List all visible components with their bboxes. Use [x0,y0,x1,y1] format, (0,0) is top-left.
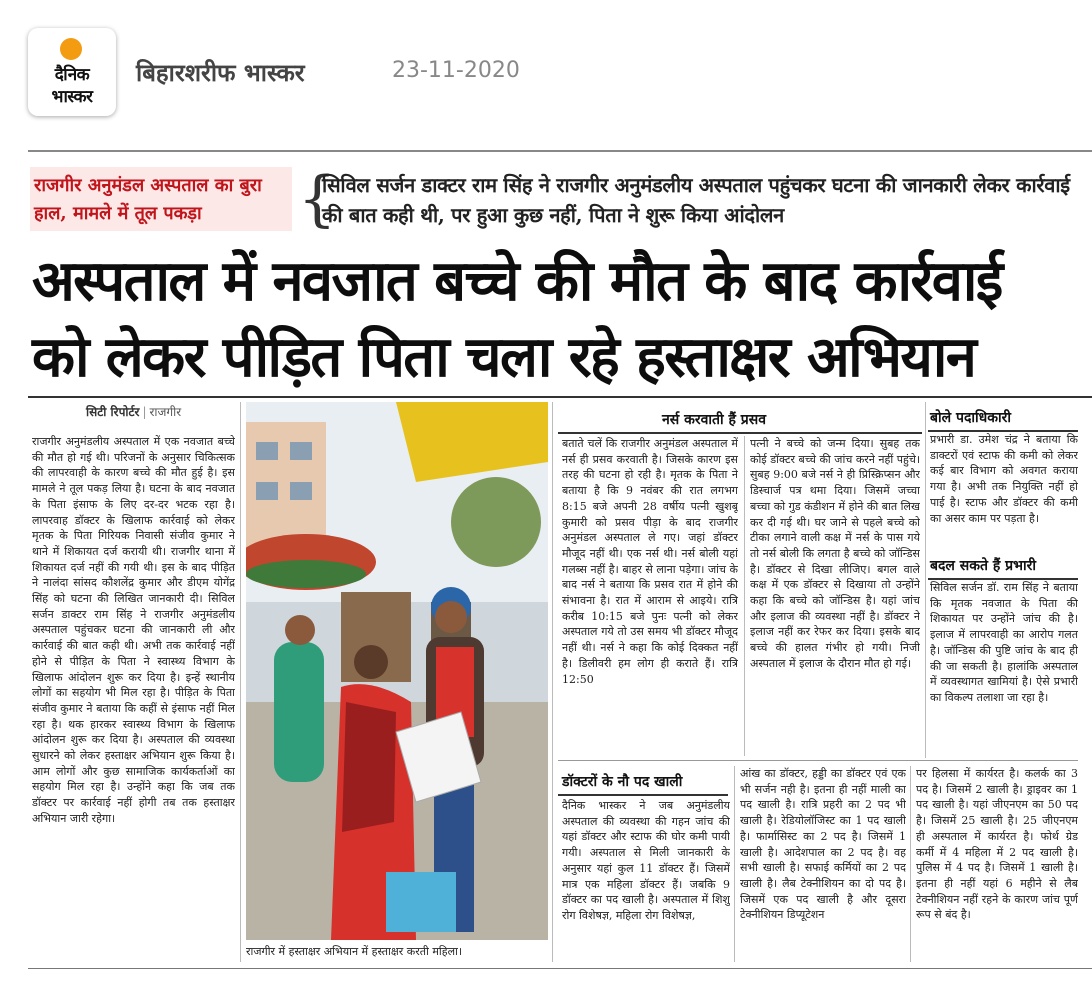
nurse-section-col1: बताते चलें कि राजगीर अनुमंडल अस्पताल में नर्स ही प्रसव करवाती है। जिसके कारण इस तरह की घटना हो रही है। मृतक के पिता ने बताया है कि 9 नवंबर की रात लगभग 8:15 बजे अपनी 28 वर्षीय पत्नी खुशबू कुमारी को प्रसव पीड़ा के बाद राजगीर अनुमंडल अस्पताल ले गए। जहां डॉक्टर मौजूद नहीं थी। एक नर्स थी। नर्स बोली यहां गलब्स नहीं है। बाहर से लाना पड़ेगा। जांच के बाद नर्स ने बताया कि प्रसव रात में होने की संभावना है। रात में आराम से आइये। रात्रि करीब 10:15 बजे पुनः पत्नी को लेकर अस्पताल गये तो उस समय भी डॉक्टर मौजूद नहीं थी। नर्स ने कहा कि कोई दिक्कत नहीं है। डिलीवरी हम लोग ही कराते हैं। रात्रि 12:50 [562,437,738,686]
vacancy-col2: आंख का डॉक्टर, हड्डी का डॉक्टर एवं एक भी सर्जन नही है। इतना ही नहीं माली का पद खाली है। रात्रि प्रहरी का 2 पद भी खाली है। रेडियोलॉजिस्ट का 1 पद खाली है। फार्मासिस्ट का 2 पद है। जिसमें 1 खाली है। आदेशपाल का 2 पद है। वह सभी खाली है। सफाई कर्मियों का 2 पद खाली है। लैब टेक्नीशियन का दो पद है। जिसमें एक पद खाली है और दूसरा टेक्नीशियन डिप्यूटेशन [740,767,906,922]
brace-icon: { [298,164,337,234]
column-divider [910,766,911,962]
logo-sun-icon [60,38,82,60]
column-divider [552,402,553,962]
publication-header [0,0,1092,140]
vacancy-rule [558,794,728,796]
officials-text: प्रभारी डा. उमेश चंद्र ने बताया कि डाक्टरों एवं स्टाफ की कमी को लेकर कई बार विभाग को अवगत कराया गया है। अभी तक नियुक्ति नहीं हो पाई है। स्टाफ और डॉक्टर की कमी का असर काम पर पड़ता है। [930,433,1078,525]
column-divider [734,766,735,962]
headline-line-1: अस्पताल में नवजात बच्चे की मौत के बाद कार्रवाई [32,249,1002,314]
vacancy-col3: पर हिलसा में कार्यरत है। कलर्क का 3 पद है। जिसमें 2 खाली है। ड्राइवर का 1 पद खाली है। यहां जीएनएम का 50 पद है। जिसमें 25 खाली है। 25 जीएनएम ही अस्पताल में कार्यरत है। फोर्थ ग्रेड कर्मी में 4 महिला में 2 पद खाली है। पुलिस में 4 पद है। जिसमें 1 खाली है। इतना ही नहीं यहां 6 महीने से लैब टेक्नीशियन नहीं रहने के कारण जांच पूर्ण रूप से बंद है। [916,767,1078,922]
nurse-section-heading: नर्स करवाती हैं प्रसव [662,412,766,428]
header-divider [28,150,1092,152]
byline-reporter: सिटी रिपोर्टर [86,405,140,419]
subheadline: सिविल सर्जन डाक्टर राम सिंह ने राजगीर अनुमंडलीय अस्पताल पहुंचकर घटना की जानकारी लेकर कार्रवाई की बात कही थी, पर हुआ कुछ नहीं, पिता ने शुरू किया आंदोलन [322,173,1070,227]
column-divider [240,402,241,962]
byline [86,403,181,420]
main-story-text: राजगीर अनुमंडलीय अस्पताल में एक नवजात बच्चे की मौत हो गई थी। परिजनों के अनुसार चिकित्सक की लापरवाही के कारण बच्चे की मौत हुई है। इस मामले ने तूल पकड़ लिया है। घटना के बाद नवजात के पिता इंसाफ के लिए दर-दर भटक रहा है। लापरवाह डॉक्टर के खिलाफ कार्रवाई को लेकर मृतक के पिता गिरियक निवासी संजीव कुमार ने थाने में शिकायत दर्ज करायी थी। राजगीर थाना में शिकायत दर्ज नहीं की गयी थी। इस के बाद पीड़ित ने नालंदा सांसद कौशलेंद्र कुमार और डीएम योगेंद्र सिंह को घटना की लिखित जानकारी दी। सिविल सर्जन डाक्टर राम सिंह ने राजगीर अनुमंडलीय अस्पताल पहुंचकर घटना की जानकारी ली और कार्रवाई की बात कही थी। अभी तक कार्रवाई नहीं होने से पीड़ित के पिता ने स्वास्थ्य विभाग के खिलाफ आंदोलन शुरू कर दिया है। इन्हें स्थानीय लोगों का सहयोग भी मिल रहा है। पीड़ित के पिता संजीव कुमार ने बताया कि कहीं से इंसाफ नहीं मिल रहा है। थक हारकर स्वास्थ्य विभाग के खिलाफ आंदोलन शुरू कर दिया है। अस्पताल की व्यवस्था सुधारने को लेकर हस्ताक्षर अभियान शुरू किया है। आम लोगों और कुछ सामाजिक कार्यकर्ताओं का सहयोग मिल रहा है। उन्होंने कहा कि जब तक डॉक्टर पर कार्रवाई नहीं होगी तब तक हस्ताक्षर अभियान जारी रहेगा। [32,435,235,825]
headline-line-2: को लेकर पीड़ित पिता चला रहे हस्ताक्षर अभियान [32,325,976,390]
section-divider [558,760,1078,761]
photo-caption: राजगीर में हस्ताक्षर अभियान में हस्ताक्षर करती महिला। [246,945,463,958]
byline-place: राजगीर [149,405,182,419]
bottom-divider [28,968,1092,969]
vacancy-heading: डॉक्टरों के नौ पद खाली [562,774,683,790]
nurse-section-rule [558,432,922,434]
publication-name: बिहारशरीफ भास्कर [136,59,305,87]
logo-text-line1: दैनिक [54,65,90,85]
column-divider [744,436,745,756]
byline-separator: | [142,405,147,419]
dainik-bhaskar-logo [28,28,116,116]
officials-heading: बोले पदाधिकारी [930,410,1011,426]
nurse-section-col2: पत्नी ने बच्चे को जन्म दिया। सुबह तक कोई डॉक्टर बच्चे की जांच करने नहीं पहुंचे। सुबह 9:00 बजे नर्स ने ही प्रिस्क्रिप्सन और डिस्चार्ज पत्र थमा दिया। जिसमें जच्चा बच्चा को गुड कंडीशन में होने की बात लिख कर दी गई थी। घर जाने से पहले बच्चे को टीका लगाने वाली कक्ष में नर्स के पास गये तो नर्स बोली कि लगता है बच्चे को जॉन्डिस है। डॉक्टर से दिखा लीजिए। बगल वाले कक्ष में एक डॉक्टर से दिखाया तो उन्होंने कहा कि बच्चे को जॉन्डिस है। यहां जांच और इलाज की व्यवस्था नहीं है। डॉक्टर ने इलाज नहीं कर रेफर कर दिया। इसके बाद बच्चे की हालत गंभीर हो गयी। निजी अस्पताल में इलाज के दौरान मौत हो गई। [750,437,920,670]
column-divider [925,402,926,758]
logo-text-line2: भास्कर [51,87,93,107]
headline-divider [28,396,1092,398]
change-heading: बदल सकते हैं प्रभारी [930,558,1036,574]
publication-date: 23-11-2020 [392,58,520,83]
change-text: सिविल सर्जन डॉ. राम सिंह ने बताया कि मृतक नवजात के पिता की शिकायत पर उन्होंने जांच की है। इलाज में लापरवाही का आरोप गलत है। जॉन्डिस की पुष्टि जांच के बाद ही की जा सकती है। हालांकि अस्पताल में व्यवस्थागत खामियां है। ऐसे प्रभारी का विकल्प तलाशा जा रहा है। [930,581,1078,704]
kicker-text: राजगीर अनुमंडल अस्पताल का बुरा हाल, मामले में तूल पकड़ा [34,175,262,224]
photo-illustration [246,402,548,940]
vacancy-col1: दैनिक भास्कर ने जब अनुमंडलीय अस्पताल की व्यवस्था की गहन जांच की यहां डॉक्टर और स्टाफ की घोर कमी पायी गयी। अस्पताल से मिली जानकारी के अनुसार यहां कुल 11 डॉक्टर हैं। जिसमें मात्र एक महिला डॉक्टर हैं। जबकि 9 डॉक्टर का पद खाली है। अस्पताल में शिशु रोग विशेषज्ञ, महिला रोग विशेषज्ञ, [562,799,730,922]
news-photo [246,402,548,940]
main-headline [32,244,1082,396]
